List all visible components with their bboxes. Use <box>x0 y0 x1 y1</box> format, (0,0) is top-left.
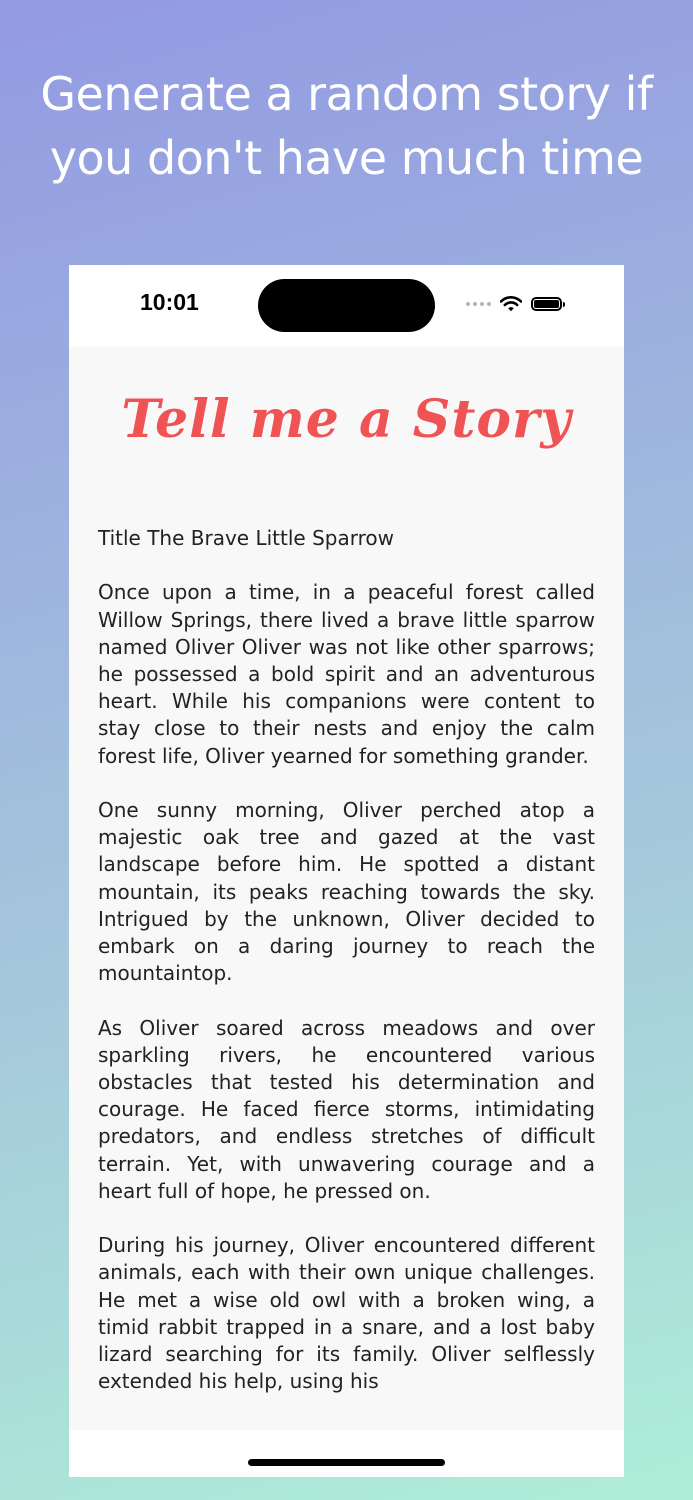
promo-headline <box>0 62 693 190</box>
status-bar <box>69 265 624 347</box>
story-paragraph: Once upon a time, in a peaceful forest called Willow Springs, there lived a brave little sparrow named Oliver Oliver was not like other sparrows; he possessed a bold spirit and an adventurous heart. While his companions were content to stay close to their nests and enjoy the calm forest life, Oliver yearned for something grander. <box>98 580 595 768</box>
app-title: Tell me a Story <box>121 389 572 450</box>
phone-screen <box>69 265 624 1477</box>
wifi-icon <box>500 296 522 312</box>
home-indicator[interactable] <box>248 1459 445 1466</box>
story-text <box>98 525 595 1423</box>
home-indicator-area <box>69 1430 624 1477</box>
story-paragraph: During his journey, Oliver encountered different animals, each with their own unique challenges. He met a wise old owl with a broken wing, a timid rabbit trapped in a snare, and a lost baby lizard searching for its family. Oliver selflessly extended his help, using his <box>98 1233 595 1394</box>
cellular-dots-icon <box>466 302 491 306</box>
status-icons <box>466 294 562 314</box>
story-paragraph: As Oliver soared across meadows and over sparkling rivers, he encountered various obstacles that tested his determination and courage. He faced fierce storms, intimidating predators, and endless stretches of difficult terrain. Yet, with unwavering courage and a heart full of hope, he pressed on. <box>98 1015 595 1203</box>
story-paragraph: One sunny morning, Oliver perched atop a majestic oak tree and gazed at the vast landscape before him. He spotted a distant mountain, its peaks reaching towards the sky. Intrigued by the unknown, Oliver decided to embark on a daring journey to reach the mountaintop. <box>98 798 595 986</box>
promo-headline-line-2: you don't have much time <box>49 131 644 185</box>
dynamic-island <box>258 279 435 332</box>
story-screen <box>69 347 624 1430</box>
promo-headline-line-1: Generate a random story if <box>40 67 653 121</box>
status-time: 10:01 <box>140 289 199 315</box>
battery-icon <box>531 297 562 311</box>
story-title: Title The Brave Little Sparrow <box>98 526 394 550</box>
